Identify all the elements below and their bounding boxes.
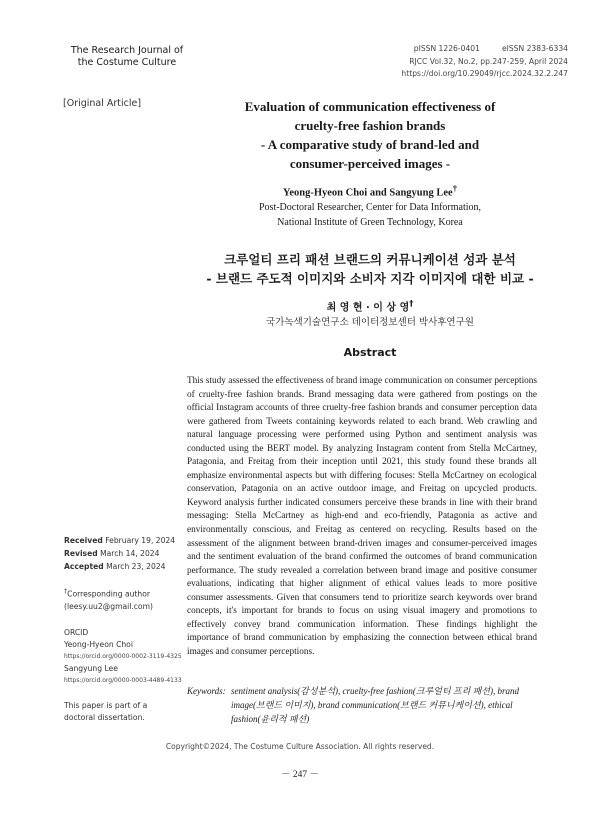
note-line1: This paper is part of a bbox=[64, 701, 148, 710]
korean-author-names: 최 영 현 · 이 상 영 bbox=[326, 302, 410, 314]
received-date: February 19, 2024 bbox=[105, 536, 176, 545]
korean-corresponding-mark: † bbox=[409, 298, 414, 308]
orcid-name-1: Yeong-Hyeon Choi bbox=[64, 640, 133, 649]
dissertation-note bbox=[64, 700, 147, 724]
eissn: eISSN 2383-6334 bbox=[501, 44, 568, 53]
doi-link[interactable]: https://doi.org/10.29049/rjcc.2024.32.2.247 bbox=[401, 69, 568, 78]
keywords-label: Keywords: bbox=[187, 686, 226, 696]
korean-title bbox=[200, 250, 540, 288]
keywords bbox=[187, 684, 537, 726]
title-line3: - A comparative study of brand-led and bbox=[260, 137, 480, 152]
keywords-list: sentiment analysis(감성분석), cruelty-free fashion(크루얼티 프리 패션), brand image(브랜드 이미지), brand communication(브랜드 커뮤니케이션), ethical fashion(윤리적 패션) bbox=[231, 686, 519, 724]
title-line1: Evaluation of communication effectiveness of bbox=[244, 99, 496, 114]
journal-name bbox=[62, 45, 192, 69]
article-type: [Original Article] bbox=[63, 98, 142, 109]
copyright: Copyright©2024, The Costume Culture Association. All rights reserved. bbox=[165, 742, 435, 751]
revised-date: March 14, 2024 bbox=[100, 549, 160, 558]
accepted-label: Accepted bbox=[64, 562, 104, 571]
title-line4: consumer-perceived images - bbox=[289, 156, 451, 171]
affiliation-line1: Post-Doctoral Researcher, Center for Data Information, bbox=[258, 202, 482, 213]
korean-authors bbox=[200, 298, 540, 313]
orcid-section bbox=[64, 627, 182, 687]
affiliation-line2: National Institute of Green Technology, Korea bbox=[277, 217, 463, 228]
journal-name-line2: the Costume Culture bbox=[77, 57, 177, 68]
corresponding-author bbox=[64, 586, 153, 613]
note-line2: doctoral dissertation. bbox=[64, 713, 145, 722]
affiliation bbox=[200, 200, 540, 230]
korean-title-line2: - 브랜드 주도적 이미지와 소비자 지각 이미지에 대한 비교 - bbox=[206, 271, 534, 286]
accepted-date: March 23, 2024 bbox=[106, 562, 166, 571]
orcid-label: ORCID bbox=[64, 628, 89, 637]
paper-title bbox=[200, 97, 540, 173]
corresponding-mark: † bbox=[452, 183, 458, 193]
journal-name-line1: The Research Journal of bbox=[70, 45, 184, 56]
korean-affiliation: 국가녹색기술연구소 데이터정보센터 박사후연구원 bbox=[266, 317, 474, 328]
abstract-heading: Abstract bbox=[343, 346, 397, 359]
page-number: － 247 － bbox=[280, 770, 319, 780]
abstract-body: This study assessed the effectiveness of brand image communication on consumer perceptions of cruelty-free fashion brands. Brand messaging data were gathered from postings on the official Instagram accounts of three cruelty-free fashion brands and consumer perception data were gathered from Tweets containing keywords related to each brand. Web crawling and natural language processing were performed using Python and sentiment analysis was conducted using the BERT model. By analyzing Instagram content from Stella McCartney, Patagonia, and Freitag from their inception until 2021, this study found these brands all emphasize environmental aspects but with differing focuses: Stella McCartney on ecological conservation, Patagonia on an active outdoor image, and Freitag on upcycled products. Keyword analysis further indicated consumers perceive these brands in line with their brand messaging: Stella McCartney as high-end and eco-friendly, Patagonia as active and environmentally conscious, and Freitag as centered on recycling. Results based on the assessment of the alignment between brand-driven images and consumer-perceived images and the sentiment evaluation of the brand confirmed the outcomes of brand communication performance. The study revealed a correlation between brand image and positive consumer evaluations, indicating that higher alignment of ethical values leads to more positive consumer assessments. Given that consumers tend to prioritize search keywords over brand concepts, it's important for brands to focus on using visual imagery and promotions to effectively convey brand communication information. These findings highlight the importance of brand communication by emphasizing the connection between ethical brand images and consumer perceptions. bbox=[187, 376, 537, 657]
article-dates bbox=[64, 534, 175, 573]
corr-email[interactable]: (leesy.uu2@gmail.com) bbox=[64, 601, 153, 611]
orcid-link-2[interactable]: https://orcid.org/0000-0003-4489-4133 bbox=[64, 677, 182, 684]
authors bbox=[200, 183, 540, 199]
author-names: Yeong-Hyeon Choi and Sangyung Lee bbox=[282, 187, 453, 199]
citation: RJCC Vol.32, No.2, pp.247-259, April 2024 bbox=[409, 56, 568, 66]
received-label: Received bbox=[64, 536, 103, 545]
orcid-name-2: Sangyung Lee bbox=[64, 664, 118, 673]
corr-mark: † bbox=[64, 588, 68, 595]
orcid-link-1[interactable]: https://orcid.org/0000-0002-3119-4325 bbox=[64, 653, 182, 660]
title-line2: cruelty-free fashion brands bbox=[294, 118, 446, 133]
corr-label: Corresponding author bbox=[67, 589, 150, 599]
pissn: pISSN 1226-0401 bbox=[413, 44, 480, 53]
publication-meta bbox=[401, 43, 568, 81]
revised-label: Revised bbox=[64, 549, 98, 558]
korean-title-line1: 크루얼티 프리 패션 브랜드의 커뮤니케이션 성과 분석 bbox=[224, 252, 516, 267]
